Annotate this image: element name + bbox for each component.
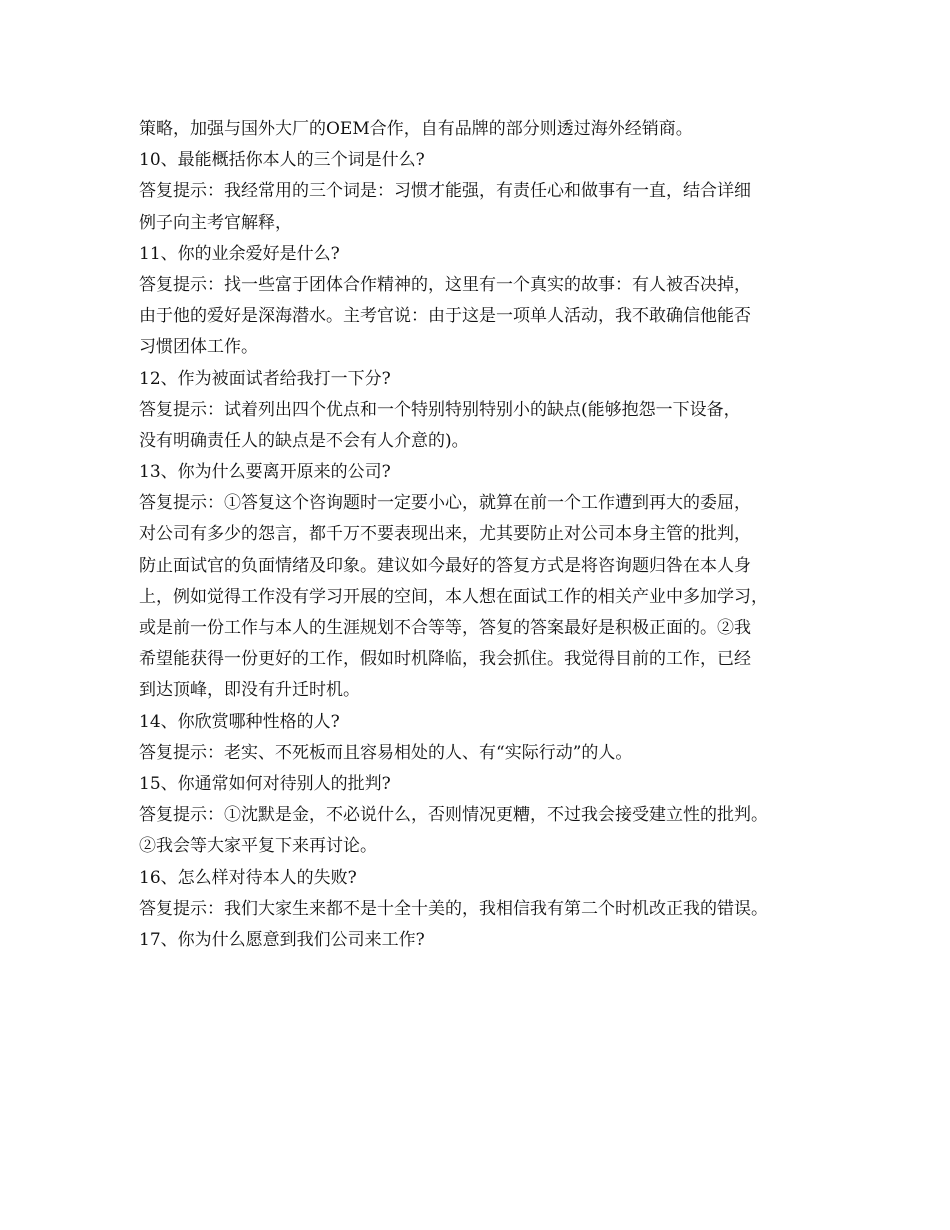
answer-line: 到达顶峰，即没有升迁时机。 — [139, 680, 360, 701]
answer-line: 答复提示：我们大家生来都不是十全十美的，我相信我有第二个时机改正我的错误。 — [139, 898, 768, 919]
answer-line: 或是前一份工作与本人的生涯规划不合等等，答复的答案最好是积极正面的。②我 — [139, 618, 751, 638]
answer-line: 答复提示：试着列出四个优点和一个特别特别特别小的缺点(能够抱怨一下设备， — [139, 399, 741, 420]
answer-line: 答复提示：我经常用的三个词是：习惯才能强，有责任心和做事有一直，结合详细 — [139, 181, 751, 202]
question-line: 12、作为被面试者给我打一下分? — [139, 368, 391, 389]
question-line: 11、你的业余爱好是什么? — [139, 243, 340, 264]
text-line: 策略，加强与国外大厂的OEM合作，自有品牌的部分则透过海外经销商。 — [139, 119, 693, 139]
question-line: 14、你欣赏哪种性格的人? — [139, 711, 340, 732]
answer-line: 希望能获得一份更好的工作，假如时机降临，我会抓住。我觉得目前的工作，已经 — [139, 649, 751, 670]
question-line: 17、你为什么愿意到我们公司来工作? — [139, 929, 425, 950]
document-body — [139, 114, 829, 956]
answer-line: 例子向主考官解释， — [139, 212, 292, 233]
answer-line: 答复提示：①答复这个咨询题时一定要小心，就算在前一个工作遭到再大的委屈， — [139, 493, 751, 514]
question-line: 16、怎么样对待本人的失败? — [139, 867, 357, 888]
question-line: 15、你通常如何对待别人的批判? — [139, 773, 391, 794]
answer-line: 对公司有多少的怨言，都千万不要表现出来，尤其要防止对公司本身主管的批判， — [139, 524, 751, 545]
answer-line: 由于他的爱好是深海潜水。主考官说：由于这是一项单人活动，我不敢确信他能否 — [139, 306, 751, 327]
answer-line: 防止面试官的负面情绪及印象。建议如今最好的答复方式是将咨询题归咎在本人身 — [139, 555, 751, 576]
question-line: 13、你为什么要离开原来的公司? — [139, 462, 391, 483]
answer-line: 没有明确责任人的缺点是不会有人介意的)。 — [139, 430, 469, 451]
question-line: 10、最能概括你本人的三个词是什么? — [139, 150, 425, 171]
answer-line: ②我会等大家平复下来再讨论。 — [139, 836, 377, 857]
answer-line: 答复提示：老实、不死板而且容易相处的人、有“实际行动”的人。 — [139, 742, 633, 763]
answer-line: 答复提示：找一些富于团体合作精神的，这里有一个真实的故事：有人被否决掉， — [139, 274, 751, 295]
answer-line: 上，例如觉得工作没有学习开展的空间，本人想在面试工作的相关产业中多加学习， — [139, 586, 768, 607]
answer-line: 答复提示：①沈默是金，不必说什么，否则情况更糟，不过我会接受建立性的批判。 — [139, 805, 768, 826]
answer-line: 习惯团体工作。 — [139, 337, 258, 358]
